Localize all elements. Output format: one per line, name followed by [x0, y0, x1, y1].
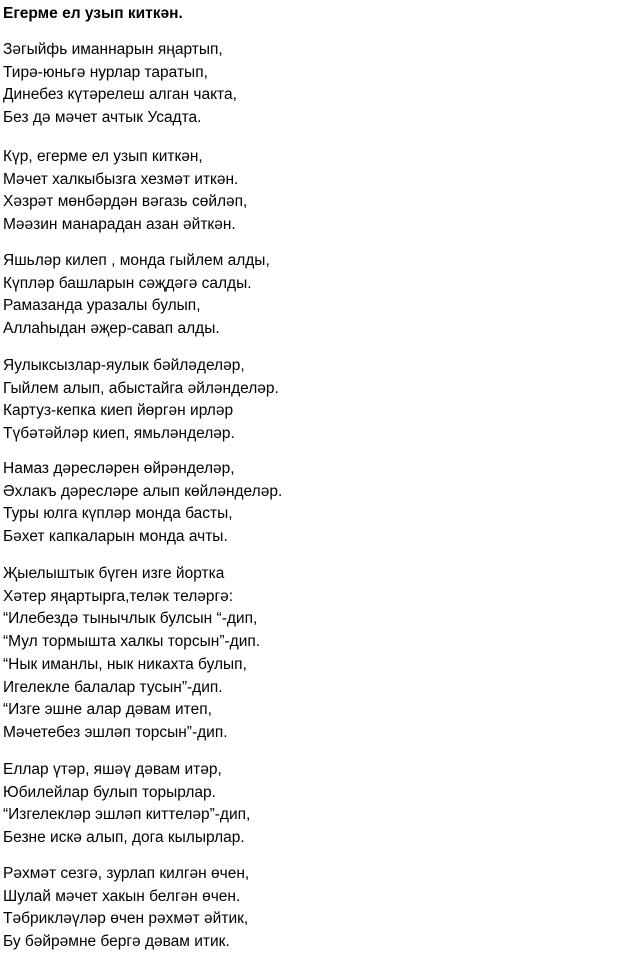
poem-line: Гыйлем алып, абыстайга әйләнделәр.	[3, 379, 279, 397]
poem-line: Тирә-юньгә нурлар таратып,	[3, 63, 208, 81]
poem-line: Без дә мәчет ачтык Усадта.	[3, 109, 202, 127]
poem-line: Шулай мәчет хакын белгән өчен.	[3, 887, 241, 905]
poem-line: Әхлакъ дәресләре алып көйләнделәр.	[3, 482, 283, 500]
stanza-4	[3, 355, 279, 446]
poem-line: Аллаһыдан әҗер-савап алды.	[3, 320, 220, 338]
poem-line: “Илебездә тынычлык булсын “-дип,	[3, 610, 258, 628]
poem-line: Рамазанда уразалы булып,	[3, 297, 201, 315]
poem-line: Игелекле балалар тусын”-дип.	[3, 678, 223, 696]
poem-line: Хәтер яңартырга,теләк теләргә:	[3, 587, 234, 605]
stanza-5	[3, 458, 282, 549]
poem-line: “Изге эшне алар дәвам итеп,	[3, 701, 212, 719]
stanza-6	[3, 563, 260, 745]
poem-line: Тәбрикләүләр өчен рәхмәт әйтик,	[3, 910, 249, 928]
poem-line: Күр, егерме ел узып киткән,	[3, 148, 203, 165]
poem-line: “Нык иманлы, нык никахта булып,	[3, 655, 247, 673]
poem-line: Рәхмәт сезгә, зурлап килгән өчен,	[3, 865, 250, 882]
poem-line: Яшьләр килеп , монда гыйлем алды,	[3, 252, 270, 269]
poem-line: Динебез күтәрелеш алган чакта,	[3, 86, 237, 104]
poem-line: Юбилейлар булып торырлар.	[3, 783, 216, 801]
poem-line: Мәчетебез эшләп торсын”-дип.	[3, 723, 228, 741]
poem-line: Бәхет капкаларын монда ачты.	[3, 528, 228, 546]
stanza-8	[3, 863, 249, 954]
stanza-2	[3, 146, 247, 237]
poem-line: Түбәтәйләр киеп, ямьләнделәр.	[3, 425, 235, 443]
poem-line: Җыелыштык бүген изге йортка	[3, 565, 225, 582]
poem-line: Мәчет халкыбызга хезмәт иткән.	[3, 170, 239, 188]
poem-line: Еллар үтәр, яшәү дәвам итәр,	[3, 761, 222, 778]
poem-line: Намаз дәресләрен өйрәнделәр,	[3, 460, 235, 477]
poem-line: Күпләр башларын сәҗдәгә салды.	[3, 274, 252, 292]
stanza-3	[3, 250, 270, 341]
poem-title: Егерме ел узып киткән.	[3, 5, 183, 22]
stanza-1	[3, 39, 237, 130]
poem-line: Мәәзин манарадан азан әйткән.	[3, 216, 236, 234]
poem-line: “Изгелекләр эшләп киттеләр”-дип,	[3, 806, 251, 824]
poem-line: Картуз-кепка киеп йөргән ирләр	[3, 402, 234, 420]
poem-line: Яулыксызлар-яулык бәйләделәр,	[3, 357, 245, 374]
poem-line: Бу бәйрәмне бергә дәвам итик.	[3, 933, 230, 951]
poem-line: Безне искә алып, дога кылырлар.	[3, 829, 245, 847]
stanza-7	[3, 759, 250, 850]
poem-line: Хәзрәт мөнбәрдән вәгазь сөйләп,	[3, 193, 248, 211]
poem-line: Туры юлга күпләр монда басты,	[3, 505, 233, 523]
poem-line: “Мул тормышта халкы торсын”-дип.	[3, 633, 261, 651]
poem-line: Зәгыйфь иманнарын яңартып,	[3, 41, 223, 58]
